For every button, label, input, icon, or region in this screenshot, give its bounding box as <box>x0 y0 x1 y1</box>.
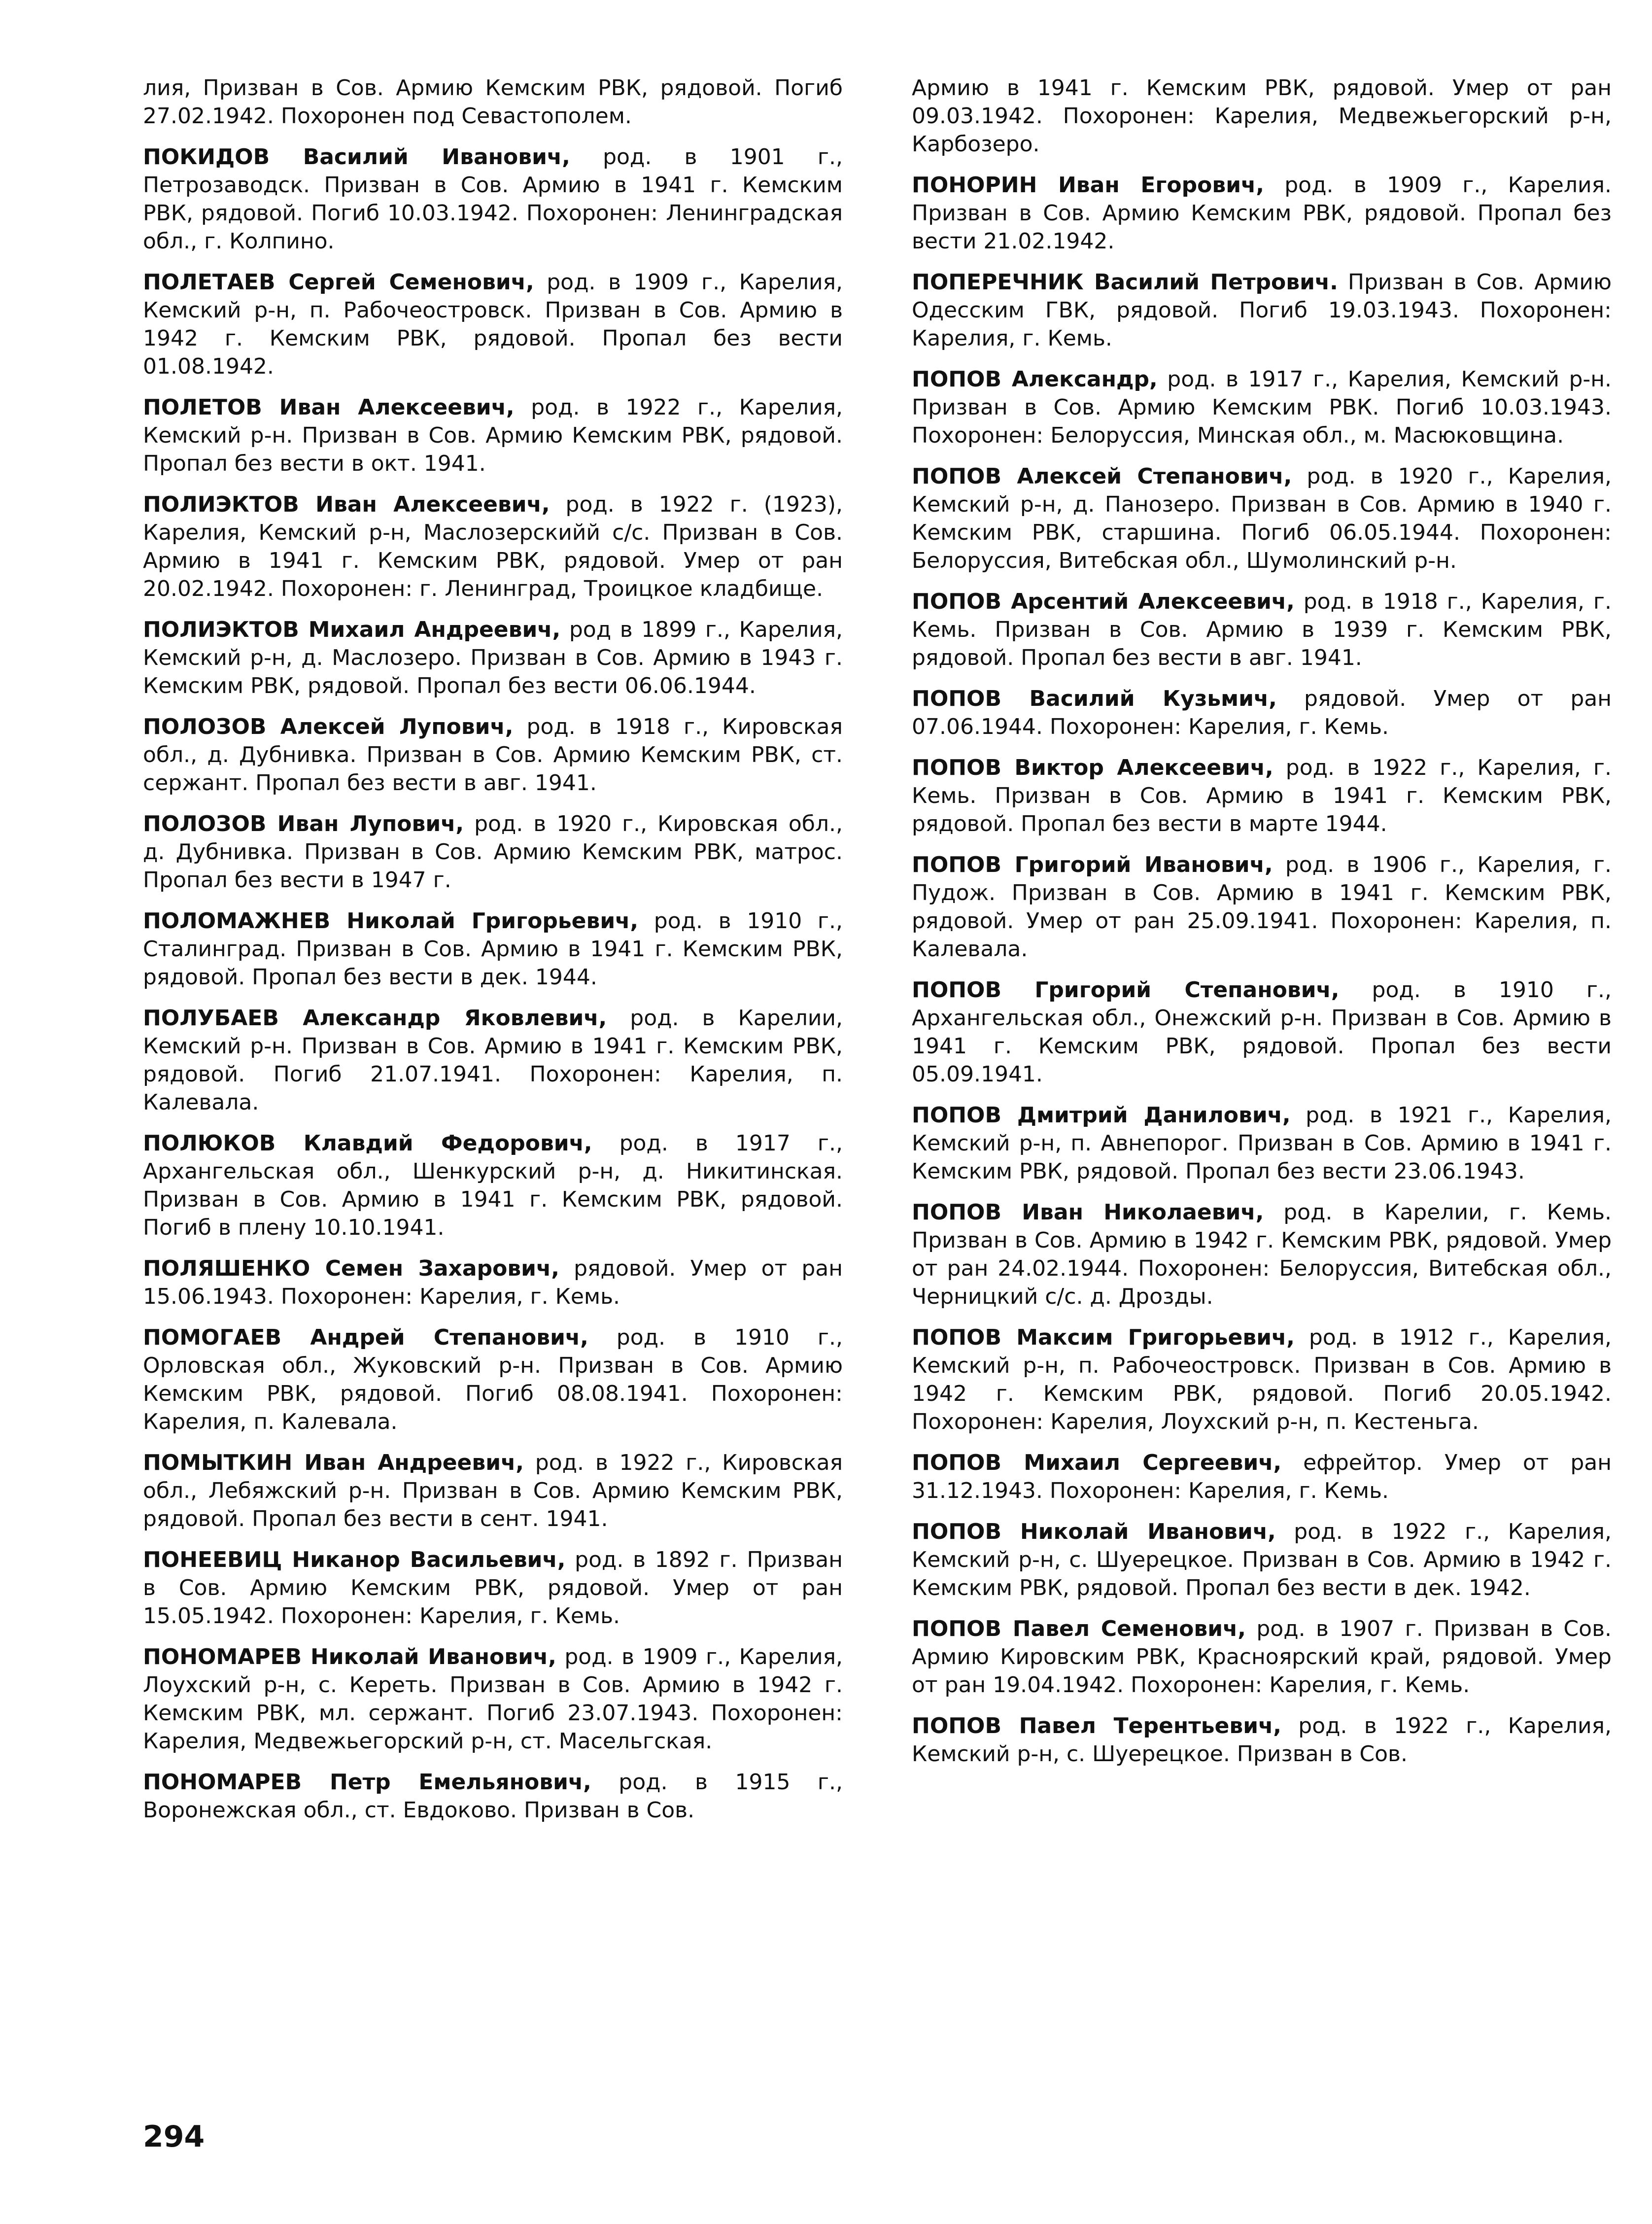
entry <box>912 462 1612 575</box>
entry <box>143 74 843 130</box>
entry-name: ПОПОВ Максим Григорьевич, <box>912 1325 1295 1350</box>
entry <box>912 268 1612 352</box>
entry-text: род. в 1920 г., Карелия, Кемский р-н, д. Панозеро. Призван в Сов. Армию в 1940 г. Кемским РВК, старшина. Погиб 06.05.1944. Похоронен: Белоруссия, Витебская обл., Шумолинский р-н. <box>912 464 1612 573</box>
entry <box>912 365 1612 450</box>
entry <box>143 490 843 603</box>
entry-name: ПОПОВ Дмитрий Данилович, <box>912 1103 1291 1128</box>
entry <box>912 976 1612 1088</box>
entry-text: род. в 1909 г., Карелия. Призван в Сов. Армию Кемским РВК, рядовой. Пропал без вести 21.02.1942. <box>912 173 1612 254</box>
entry-text: род. в 1922 г. (1923), Карелия, Кемский р-н, Маслозерскийй с/с. Призван в Сов. Армию в 1941 г. Кемским РВК, рядовой. Умер от ран 20.02.1942. Похоронен: г. Ленинград, Троицкое кладбище. <box>143 492 843 601</box>
entry-name: ПОПОВ Василий Кузьмич, <box>912 686 1277 711</box>
entry-name: ПОНОРИН Иван Егорович, <box>912 173 1264 198</box>
entry-text: род. в 1920 г., Кировская обл., д. Дубнивка. Призван в Сов. Армию Кемским РВК, матрос. Пропал без вести в 1947 г. <box>143 811 843 893</box>
entry <box>143 1323 843 1436</box>
entry <box>912 1518 1612 1602</box>
entry-text: ефрейтор. Умер от ран 31.12.1943. Похоронен: Карелия, г. Кемь. <box>912 1450 1612 1503</box>
left-column <box>143 74 843 1837</box>
entry-text: род. в 1909 г., Карелия, Кемский р-н, п. Рабочеостровск. Призван в Сов. Армию в 1942 г. Кемским РВК, рядовой. Пропал без вести 01.08.1942. <box>143 270 843 379</box>
entry-text: род. в 1921 г., Карелия, Кемский р-н, п. Авнепорог. Призван в Сов. Армию в 1941 г. Кемским РВК, рядовой. Пропал без вести 23.06.1943. <box>912 1103 1612 1184</box>
entry-name: ПОМЫТКИН Иван Андреевич, <box>143 1450 524 1475</box>
entry-name: ПОПОВ Иван Николаевич, <box>912 1200 1264 1225</box>
entry-text: род. в 1910 г., Орловская обл., Жуковский р-н. Призван в Сов. Армию Кемским РВК, рядовой. Погиб 08.08.1941. Похоронен: Карелия, п. Калевала. <box>143 1325 843 1434</box>
entry-name: ПОНОМАРЕВ Петр Емельянович, <box>143 1770 591 1795</box>
entry-name: ПОПОВ Григорий Степанович, <box>912 977 1340 1003</box>
entry-text: Армию в 1941 г. Кемским РВК, рядовой. Умер от ран 09.03.1942. Похоронен: Карелия, Медвежьегорский р-н, Карбозеро. <box>912 75 1612 157</box>
entry <box>912 851 1612 963</box>
entry-name: ПОНЕЕВИЦ Никанор Васильевич, <box>143 1547 566 1572</box>
entry <box>143 616 843 700</box>
entry-name: ПОЛОМАЖНЕВ Николай Григорьевич, <box>143 908 639 934</box>
entry-text: род. в 1918 г., Карелия, г. Кемь. Призван в Сов. Армию в 1939 г. Кемским РВК, рядовой. Пропал без вести в авг. 1941. <box>912 589 1612 670</box>
entry-text: род в 1899 г., Карелия, Кемский р-н, д. Маслозеро. Призван в Сов. Армию в 1943 г. Кемским РВК, рядовой. Пропал без вести 06.06.1944. <box>143 617 843 698</box>
entry-name: ПОКИДОВ Василий Иванович, <box>143 144 570 170</box>
entry-name: ПОПОВ Павел Семенович, <box>912 1616 1246 1641</box>
entry <box>143 143 843 255</box>
entry-name: ПОПОВ Павел Терентьевич, <box>912 1713 1281 1738</box>
entry-name: ПОМОГАЕВ Андрей Степанович, <box>143 1325 588 1350</box>
entry <box>912 74 1612 158</box>
entry <box>143 1546 843 1630</box>
entry <box>143 1129 843 1242</box>
entry-name: ПОЛУБАЕВ Александр Яковлевич, <box>143 1006 607 1031</box>
entry-name: ПОЛЯШЕНКО Семен Захарович, <box>143 1256 559 1281</box>
entry-text: род. в Карелии, г. Кемь. Призван в Сов. Армию в 1942 г. Кемским РВК, рядовой. Умер от ран 24.02.1944. Похоронен: Белоруссия, Витебская обл., Черницкий с/с. д. Дрозды. <box>912 1200 1612 1309</box>
entry-text: род. в 1910 г., Сталинград. Призван в Сов. Армию в 1941 г. Кемским РВК, рядовой. Пропал без вести в дек. 1944. <box>143 908 843 990</box>
entry <box>143 810 843 894</box>
entry <box>912 685 1612 741</box>
entry <box>912 171 1612 255</box>
entry <box>143 1004 843 1116</box>
entry-text: род. в 1901 г., Петрозаводск. Призван в Сов. Армию в 1941 г. Кемским РВК, рядовой. Погиб 10.03.1942. Похоронен: Ленинградская обл., г. Колпино. <box>143 144 843 254</box>
entry-name: ПОЛОЗОВ Алексей Лупович, <box>143 714 514 739</box>
entry <box>143 268 843 381</box>
entry-text: род. в 1909 г., Карелия, Лоухский р-н, с. Кереть. Призван в Сов. Армию в 1942 г. Кемским РВК, мл. сержант. Погиб 23.07.1943. Похоронен: Карелия, Медвежьегорский р-н, ст. Масельгская. <box>143 1644 843 1754</box>
entry-name: ПОЛОЗОВ Иван Лупович, <box>143 811 464 836</box>
entry <box>912 1615 1612 1699</box>
entry-text: род. в Карелии, Кемский р-н. Призван в Сов. Армию в 1941 г. Кемским РВК, рядовой. Погиб 21.07.1941. Похоронен: Карелия, п. Калевала. <box>143 1006 843 1115</box>
entry-text: род. в 1922 г., Карелия, г. Кемь. Призван в Сов. Армию в 1941 г. Кемским РВК, рядовой. Пропал без вести в марте 1944. <box>912 755 1612 836</box>
entry-text: род. в 1922 г., Карелия, Кемский р-н, с. Шуерецкое. Призван в Сов. Армию в 1942 г. Кемским РВК, рядовой. Пропал без вести в дек. 1942. <box>912 1519 1612 1600</box>
entry <box>143 1254 843 1311</box>
entry-name: ПОПОВ Алексей Степанович, <box>912 464 1292 489</box>
entry-text: род. в 1922 г., Карелия, Кемский р-н. Призван в Сов. Армию Кемским РВК, рядовой. Пропал без вести в окт. 1941. <box>143 395 843 476</box>
entry-text: род. в 1906 г., Карелия, г. Пудож. Призван в Сов. Армию в 1941 г. Кемским РВК, рядовой. Умер от ран 25.09.1941. Похоронен: Карелия, п. Калевала. <box>912 852 1612 962</box>
entry-name: ПОПОВ Арсентий Алексеевич, <box>912 589 1295 614</box>
entry-text: род. в 1912 г., Карелия, Кемский р-н, п. Рабочеостровск. Призван в Сов. Армию в 1942 г. Кемским РВК, рядовой. Погиб 20.05.1942. Похоронен: Карелия, Лоухский р-н, п. Кестеньга. <box>912 1325 1612 1434</box>
page-number: 294 <box>143 2120 205 2154</box>
entry-name: ПОЛИЭКТОВ Михаил Андреевич, <box>143 617 561 642</box>
right-column <box>912 74 1612 1781</box>
entry-name: ПОПОВ Виктор Алексеевич, <box>912 755 1273 780</box>
entry-text: род. в 1918 г., Кировская обл., д. Дубнивка. Призван в Сов. Армию Кемским РВК, ст. сержант. Пропал без вести в авг. 1941. <box>143 714 843 796</box>
entry-text: род. в 1922 г., Кировская обл., Лебяжский р-н. Призван в Сов. Армию Кемским РВК, рядовой. Пропал без вести в сент. 1941. <box>143 1450 843 1531</box>
entry <box>912 1198 1612 1311</box>
entry-text: род. в 1917 г., Карелия, Кемский р-н. Призван в Сов. Армию Кемским РВК. Погиб 10.03.1943. Похоронен: Белоруссия, Минская обл., м. Масюковщина. <box>912 367 1612 448</box>
entry <box>143 713 843 797</box>
entry <box>143 1768 843 1824</box>
entry <box>143 1643 843 1755</box>
entry <box>912 1449 1612 1505</box>
entry-name: ПОЛИЭКТОВ Иван Алексеевич, <box>143 492 550 517</box>
entry-text: род. в 1917 г., Архангельская обл., Шенкурский р-н, д. Никитинская. Призван в Сов. Армию в 1941 г. Кемским РВК, рядовой. Погиб в плену 10.10.1941. <box>143 1131 843 1240</box>
entry-name: ПОПОВ Михаил Сергеевич, <box>912 1450 1282 1475</box>
entry-text: род. в 1892 г. Призван в Сов. Армию Кемским РВК, рядовой. Умер от ран 15.05.1942. Похоронен: Карелия, г. Кемь. <box>143 1547 843 1629</box>
entry-name: ПОЛЮКОВ Клавдий Федорович, <box>143 1131 592 1156</box>
entry <box>912 754 1612 838</box>
entry-name: ПОПОВ Николай Иванович, <box>912 1519 1276 1544</box>
entry-text: лия, Призван в Сов. Армию Кемским РВК, рядовой. Погиб 27.02.1942. Похоронен под Севастополем. <box>143 75 843 129</box>
entry <box>912 1712 1612 1768</box>
entry-name: ПОПОВ Григорий Иванович, <box>912 852 1273 877</box>
entry-name: ПОПОВ Александр, <box>912 367 1158 392</box>
entry-text: рядовой. Умер от ран 15.06.1943. Похоронен: Карелия, г. Кемь. <box>143 1256 843 1309</box>
entry-text: род. в 1922 г., Карелия, Кемский р-н, с. Шуерецкое. Призван в Сов. <box>912 1713 1612 1767</box>
entry <box>912 1323 1612 1436</box>
entry-name: ПОПЕРЕЧНИК Василий Петрович. <box>912 270 1338 295</box>
entry-name: ПОЛЕТАЕВ Сергей Семенович, <box>143 270 534 295</box>
entry <box>143 393 843 478</box>
entry-text: род. в 1915 г., Воронежская обл., ст. Евдоково. Призван в Сов. <box>143 1770 843 1823</box>
entry-text: род. в 1907 г. Призван в Сов. Армию Кировским РВК, Красноярский край, рядовой. Умер от ран 19.04.1942. Похоронен: Карелия, г. Кемь. <box>912 1616 1612 1698</box>
entry-text: род. в 1910 г., Архангельская обл., Онежский р-н. Призван в Сов. Армию в 1941 г. Кемским РВК, рядовой. Пропал без вести 05.09.1941. <box>912 977 1612 1087</box>
entry <box>143 1449 843 1533</box>
entry-name: ПОНОМАРЕВ Николай Иванович, <box>143 1644 556 1669</box>
entry <box>143 907 843 991</box>
entry <box>912 588 1612 672</box>
entry-text: Призван в Сов. Армию Одесским ГВК, рядовой. Погиб 19.03.1943. Похоронен: Карелия, г. Кемь. <box>912 270 1612 351</box>
entry-name: ПОЛЕТОВ Иван Алексеевич, <box>143 395 515 420</box>
entry <box>912 1101 1612 1185</box>
entry-text: рядовой. Умер от ран 07.06.1944. Похоронен: Карелия, г. Кемь. <box>912 686 1612 739</box>
